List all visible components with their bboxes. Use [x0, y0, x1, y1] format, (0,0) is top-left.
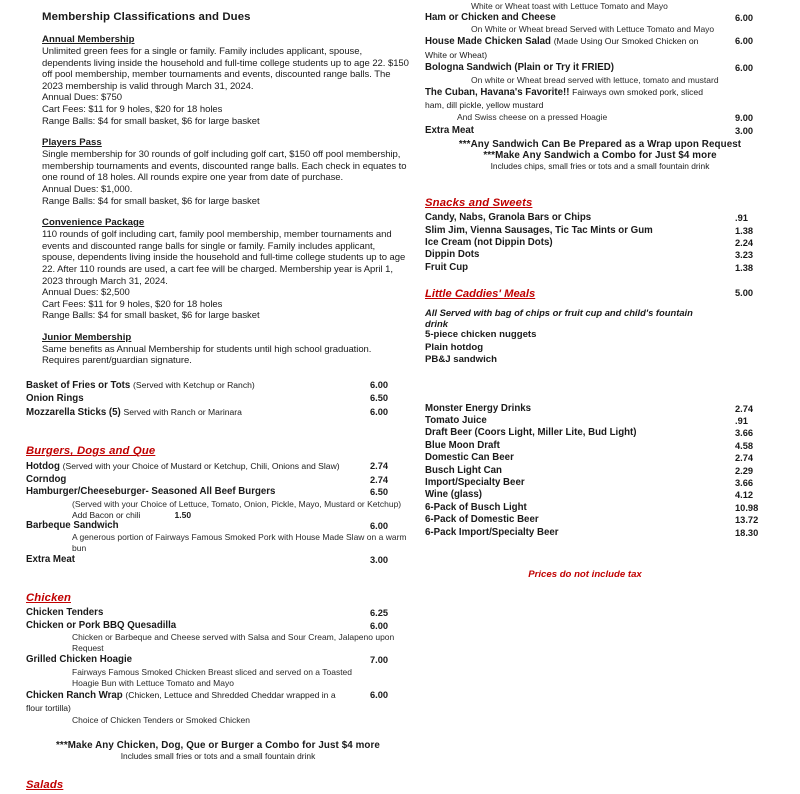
snacks-section — [425, 193, 775, 274]
item-name: Import/Specialty Beer — [425, 476, 525, 488]
item-name: Wine (glass) — [425, 489, 482, 501]
item-name: Extra Meat — [26, 553, 75, 565]
membership-name: Players Pass — [42, 137, 102, 149]
item-note: (Served with Ketchup or Ranch) — [132, 380, 255, 391]
membership-range-line: Range Balls: $4 for small basket, $6 for large basket — [42, 115, 260, 127]
menu-item — [425, 212, 775, 224]
item-price: 2.74 — [735, 453, 754, 464]
item-description: Chicken or Barbeque and Cheese served with Salsa and Sour Cream, Jalapeno upon Request — [72, 632, 395, 654]
item-name: Dippin Dots — [425, 249, 480, 261]
sandwich-description-cut: White or Wheat toast with Lettuce Tomato and Mayo — [471, 1, 668, 11]
item-name: Ham or Chicken and Cheese — [425, 12, 556, 23]
drinks-section — [425, 403, 775, 539]
item-description: On white or Wheat bread served with lettuce, tomato and mustard — [471, 74, 719, 85]
menu-item — [425, 35, 775, 62]
item-name: Basket of Fries or Tots — [26, 380, 131, 392]
little-caddies-item: 5-piece chicken nuggets — [425, 329, 537, 341]
item-name: Ice Cream (not Dippin Dots) — [425, 237, 553, 249]
menu-item — [425, 427, 775, 439]
item-price: 2.29 — [735, 465, 754, 476]
item-price: 6.00 — [735, 13, 754, 23]
menu-item — [425, 237, 775, 249]
membership-name: Annual Membership — [42, 34, 135, 45]
menu-item — [425, 489, 775, 501]
item-price: 2.74 — [370, 474, 389, 485]
item-description: Fairways Famous Smoked Chicken Breast sliced and served on a Toasted — [72, 666, 353, 677]
item-description-cont: And Swiss cheese on a pressed Hoagie — [457, 112, 608, 123]
item-price: 10.98 — [735, 502, 759, 513]
little-caddies-section — [425, 288, 775, 366]
membership-name: Junior Membership — [42, 331, 132, 343]
item-name: 6-Pack Import/Specialty Beer — [425, 526, 559, 538]
item-name: House Made Chicken Salad — [425, 36, 551, 48]
sandwiches-section — [425, 12, 775, 171]
left-column — [26, 0, 410, 794]
little-caddies-item: Plain hotdog — [425, 341, 484, 353]
membership-description: Single membership for 30 rounds of golf including golf cart, $150 off pool membership, membership tournaments and events, discounted range balls. Each check in equates to one round of 18 holes. All rounds expire one year from date of purchase. — [42, 149, 407, 184]
item-price: 6.00 — [370, 406, 389, 417]
menu-item — [425, 477, 775, 489]
item-price: 2.24 — [735, 238, 754, 249]
membership-dues-line: Annual Dues: $750 — [42, 92, 122, 104]
menu-item — [425, 527, 775, 539]
menu-item — [425, 62, 775, 74]
item-name: Domestic Can Beer — [425, 452, 514, 464]
membership-dues-line: Annual Dues: $1,000. — [42, 183, 133, 195]
item-price: 2.74 — [370, 461, 389, 472]
menu-item — [425, 403, 775, 415]
item-name: Busch Light Can — [425, 464, 502, 476]
item-price: 1.38 — [735, 262, 754, 273]
membership-dues-line: Annual Dues: $2,500 — [42, 287, 130, 299]
item-price: 6.50 — [370, 393, 389, 404]
membership-block-annual — [42, 34, 410, 127]
menu-item — [26, 520, 410, 532]
item-addon — [72, 510, 410, 520]
menu-item — [26, 620, 410, 632]
item-price: .91 — [735, 213, 748, 224]
section-header-burgers: Burgers, Dogs and Que — [26, 445, 156, 458]
item-name: Grilled Chicken Hoagie — [26, 654, 133, 666]
menu-item — [26, 379, 410, 392]
membership-description: Same benefits as Annual Membership for students until high school graduation. Requires parent/guardian signature. — [42, 343, 372, 367]
menu-item — [425, 415, 775, 427]
item-name: 6-Pack of Domestic Beer — [425, 514, 539, 526]
item-price: 6.00 — [735, 63, 754, 74]
item-price: 6.00 — [370, 620, 389, 631]
item-note: (Chicken, Lettuce and Shredded Cheddar wrapped in a flour tortilla) — [26, 689, 336, 713]
item-name: Chicken Tenders — [26, 607, 104, 619]
little-caddies-item: PB&J sandwich — [425, 354, 497, 366]
menu-item — [425, 502, 775, 514]
item-name: Hamburger/Cheeseburger- Seasoned All Beef Burgers — [26, 486, 276, 498]
item-name: Mozzarella Sticks (5) — [26, 406, 121, 418]
addon-label: Add Bacon or chili — [72, 509, 141, 520]
item-price: 3.23 — [735, 250, 754, 261]
item-price: 3.00 — [370, 554, 389, 565]
item-price: 4.58 — [735, 440, 754, 451]
item-description: On White or Wheat bread Served with Lettuce Tomato and Mayo — [471, 24, 715, 35]
section-header-little-caddies: Little Caddies' Meals — [425, 288, 536, 301]
little-caddies-price: 5.00 — [735, 288, 754, 299]
item-name: Chicken or Pork BBQ Quesadilla — [26, 619, 177, 631]
membership-cart-line: Cart Fees: $11 for 9 holes, $20 for 18 holes — [42, 298, 223, 310]
page-title: Membership Classifications and Dues — [42, 11, 251, 23]
little-caddies-header-row — [425, 288, 775, 329]
membership-description: 110 rounds of golf including cart, family pool membership, member tournaments and events and discounted range balls for single or family. Family includes applicant, spouse, dependents living inside the household and full-time college students up to age 22. After 110 rounds are used, a cart fee will be charged. Membership year is April 1, 2023 through March 31, 2024. — [42, 229, 406, 287]
item-name: Slim Jim, Vienna Sausages, Tic Tac Mints or Gum — [425, 224, 653, 236]
appetizers-section — [26, 379, 410, 419]
item-price: 7.00 — [370, 655, 389, 666]
item-description: (Served with your Choice of Lettuce, Tomato, Onion, Pickle, Mayo, Mustard or Ketchup) — [72, 498, 402, 509]
menu-item — [26, 554, 410, 566]
item-name: The Cuban, Havana's Favorite!! — [425, 86, 570, 98]
item-price: 3.66 — [735, 428, 754, 439]
menu-item — [26, 474, 410, 486]
item-description-cont: Hoagie Bun with Lettuce Tomato and Mayo — [72, 677, 234, 688]
membership-cart-line: Cart Fees: $11 for 9 holes, $20 for 18 holes — [42, 103, 223, 115]
menu-item — [425, 125, 775, 137]
item-price: 1.38 — [735, 225, 754, 236]
item-note: Served with Ranch or Marinara — [123, 406, 242, 417]
membership-description: Unlimited green fees for a single or family. Family includes applicant, spouse, dependents living inside the household and full-time college students up to age 22. $150 off pool membership, member tournaments and events, discounted range balls. The 2023 membership is valid through March 31, 2024. — [42, 46, 409, 92]
item-name: Extra Meat — [425, 124, 474, 136]
item-price: 6.25 — [370, 608, 389, 619]
menu-item — [26, 406, 410, 419]
menu-item — [425, 465, 775, 477]
item-name: Draft Beer (Coors Light, Miller Lite, Bud Light) — [425, 427, 637, 439]
item-name: Hotdog — [26, 461, 60, 473]
item-name: Candy, Nabs, Granola Bars or Chips — [425, 212, 592, 224]
menu-item-cont — [425, 112, 775, 124]
addon-price: 1.50 — [174, 509, 192, 520]
section-header-salads: Salads — [26, 779, 64, 792]
item-name: Fruit Cup — [425, 261, 469, 273]
item-price: 9.00 — [735, 113, 754, 124]
menu-item — [425, 452, 775, 464]
menu-item — [425, 12, 775, 24]
item-price: .91 — [735, 415, 748, 426]
combo-note: ***Make Any Sandwich a Combo for Just $4 more — [483, 150, 717, 162]
item-name: Barbeque Sandwich — [26, 519, 119, 531]
item-note: (Made Using Our Smoked Chicken on White or Wheat) — [425, 36, 699, 60]
menu-item — [26, 654, 410, 666]
item-price: 6.50 — [370, 487, 389, 498]
item-description: A generous portion of Fairways Famous Smoked Pork with House Made Slaw on a warm bun — [72, 531, 407, 553]
membership-range-line: Range Balls: $4 for small basket, $6 for large basket — [42, 195, 260, 207]
membership-block-junior — [42, 332, 410, 367]
item-name: Bologna Sandwich (Plain or Try it FRIED) — [425, 62, 614, 74]
item-price: 13.72 — [735, 515, 759, 526]
burgers-section — [26, 441, 410, 566]
item-name: Chicken Ranch Wrap — [26, 689, 123, 701]
menu-item — [26, 486, 410, 498]
combo-subnote: Includes small fries or tots and a small fountain drink — [120, 751, 316, 762]
combo-note: ***Make Any Chicken, Dog, Que or Burger a Combo for Just $4 more — [56, 740, 380, 752]
item-name: Onion Rings — [26, 393, 84, 405]
membership-block-convenience — [42, 217, 410, 322]
item-price: 6.00 — [370, 380, 389, 391]
wrap-note: ***Any Sandwich Can Be Prepared as a Wrap upon Request — [458, 139, 742, 151]
menu-item — [425, 440, 775, 452]
menu-item — [425, 86, 775, 113]
membership-range-line: Range Balls: $4 for small basket, $6 for large basket — [42, 310, 260, 322]
menu-item — [26, 689, 410, 716]
item-price: 18.30 — [735, 527, 759, 538]
item-name: Corndog — [26, 473, 67, 485]
menu-item — [425, 249, 775, 261]
item-note: (Served with your Choice of Mustard or Ketchup, Chili, Onions and Slaw) — [62, 461, 340, 472]
salads-section — [26, 775, 410, 794]
menu-item — [425, 514, 775, 526]
item-note: Fairways own smoked pork, sliced ham, dill pickle, yellow mustard — [425, 86, 703, 111]
item-price: 4.12 — [735, 490, 754, 501]
item-name: Blue Moon Draft — [425, 439, 500, 451]
section-header-chicken: Chicken — [26, 592, 71, 605]
item-price: 3.66 — [735, 477, 754, 488]
chicken-section — [26, 588, 410, 761]
item-name: 6-Pack of Busch Light — [425, 501, 527, 513]
little-caddies-note: All Served with bag of chips or fruit cup and child's fountain drink — [425, 307, 693, 330]
tax-note: Prices do not include tax — [528, 568, 642, 580]
membership-name: Convenience Package — [42, 217, 145, 229]
right-column — [425, 0, 775, 580]
section-header-snacks: Snacks and Sweets — [425, 197, 533, 210]
item-price: 2.74 — [735, 403, 754, 414]
menu-item — [425, 225, 775, 237]
menu-item — [26, 607, 410, 619]
item-price: 3.00 — [735, 125, 754, 136]
item-price: 6.00 — [370, 520, 389, 531]
item-name: Tomato Juice — [425, 414, 487, 426]
combo-subnote: Includes chips, small fries or tots and a small fountain drink — [490, 161, 710, 172]
item-price: 6.00 — [370, 689, 389, 700]
item-name: Monster Energy Drinks — [425, 402, 532, 414]
item-price: 6.00 — [735, 36, 754, 47]
menu-item — [425, 262, 775, 274]
membership-block-players-pass — [42, 137, 410, 207]
item-description: Choice of Chicken Tenders or Smoked Chicken — [72, 715, 250, 726]
menu-item — [26, 392, 410, 405]
menu-item — [26, 460, 410, 473]
